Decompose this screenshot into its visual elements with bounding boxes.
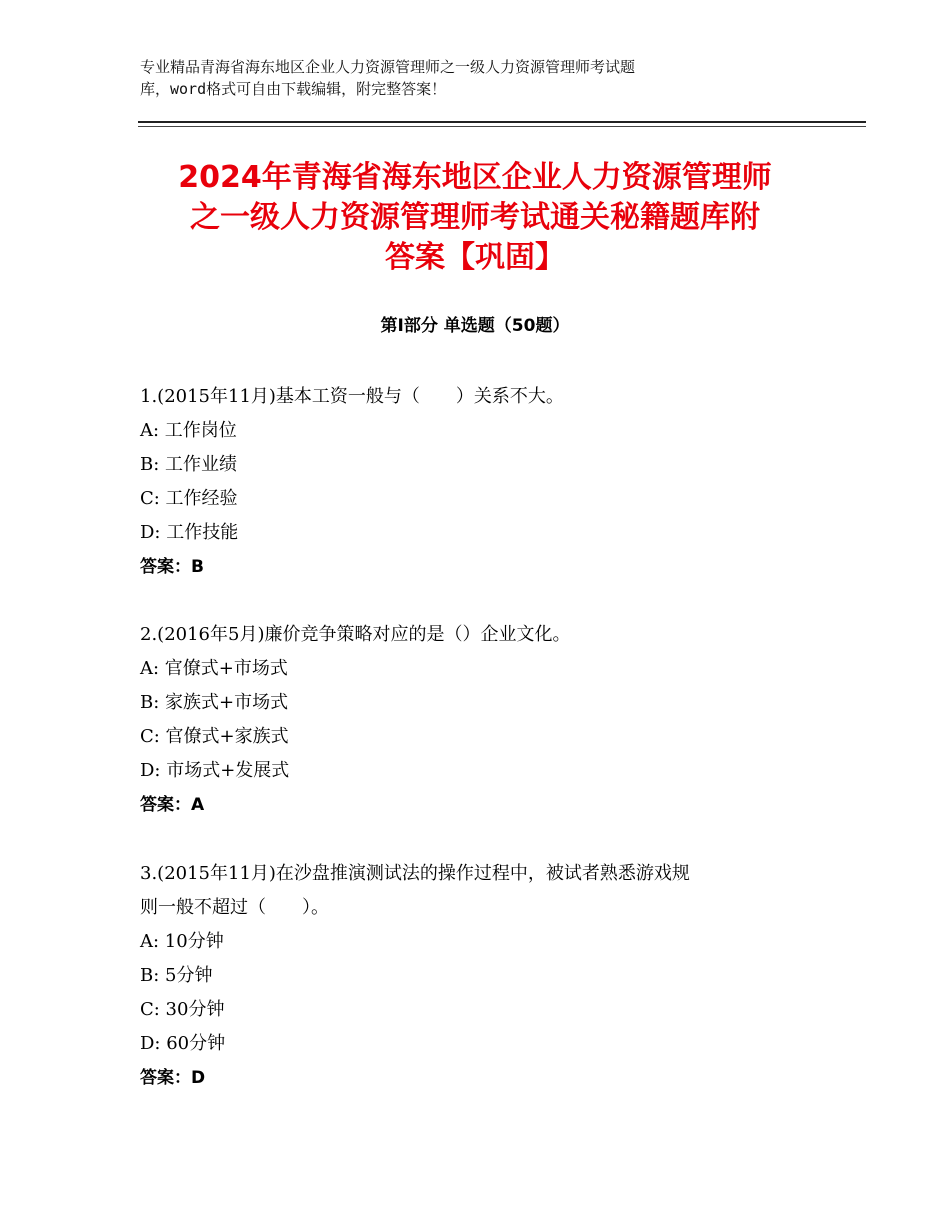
- document-title-line-2: 之一级人力资源管理师考试通关秘籍题库附: [190, 200, 760, 235]
- header-note-line-1: 专业精品青海省海东地区企业人力资源管理师之一级人力资源管理师考试题: [140, 58, 636, 76]
- option-c: C: 工作经验: [140, 488, 238, 509]
- question-stem: 2.(2016年5月)廉价竞争策略对应的是（）企业文化。: [140, 624, 571, 645]
- option-c: C: 30分钟: [140, 999, 225, 1020]
- option-d: D: 市场式+发展式: [140, 760, 290, 781]
- answer: 答案：A: [140, 795, 205, 815]
- option-a: A: 10分钟: [140, 931, 224, 952]
- question-1: [140, 380, 840, 584]
- option-d: D: 工作技能: [140, 522, 239, 543]
- question-stem-line-2: 则一般不超过（ ）。: [140, 897, 329, 918]
- option-b: B: 工作业绩: [140, 454, 238, 475]
- header-note-line-2: 库，word格式可自由下载编辑，附完整答案！: [140, 80, 447, 98]
- question-2: [140, 618, 840, 822]
- document-title-line-3: 答案【巩固】: [385, 240, 565, 275]
- question-stem-line-1: 3.(2015年11月)在沙盘推演测试法的操作过程中，被试者熟悉游戏规: [140, 863, 690, 884]
- document-title-line-1: 2024年青海省海东地区企业人力资源管理师: [178, 160, 772, 195]
- option-a: A: 官僚式+市场式: [140, 658, 288, 679]
- answer: 答案：B: [140, 557, 204, 577]
- document-title: [120, 158, 830, 278]
- header-divider-thick: [138, 121, 866, 123]
- option-a: A: 工作岗位: [140, 420, 237, 441]
- option-b: B: 家族式+市场式: [140, 692, 289, 713]
- option-c: C: 官僚式+家族式: [140, 726, 289, 747]
- question-3: [140, 857, 840, 1095]
- option-b: B: 5分钟: [140, 965, 213, 986]
- option-d: D: 60分钟: [140, 1033, 226, 1054]
- question-stem: 1.(2015年11月)基本工资一般与（ ）关系不大。: [140, 386, 564, 407]
- answer: 答案：D: [140, 1068, 206, 1088]
- section-title: 第Ⅰ部分 单选题（50题）: [380, 316, 570, 336]
- header-divider-thin: [138, 126, 866, 127]
- header-note: [140, 56, 780, 100]
